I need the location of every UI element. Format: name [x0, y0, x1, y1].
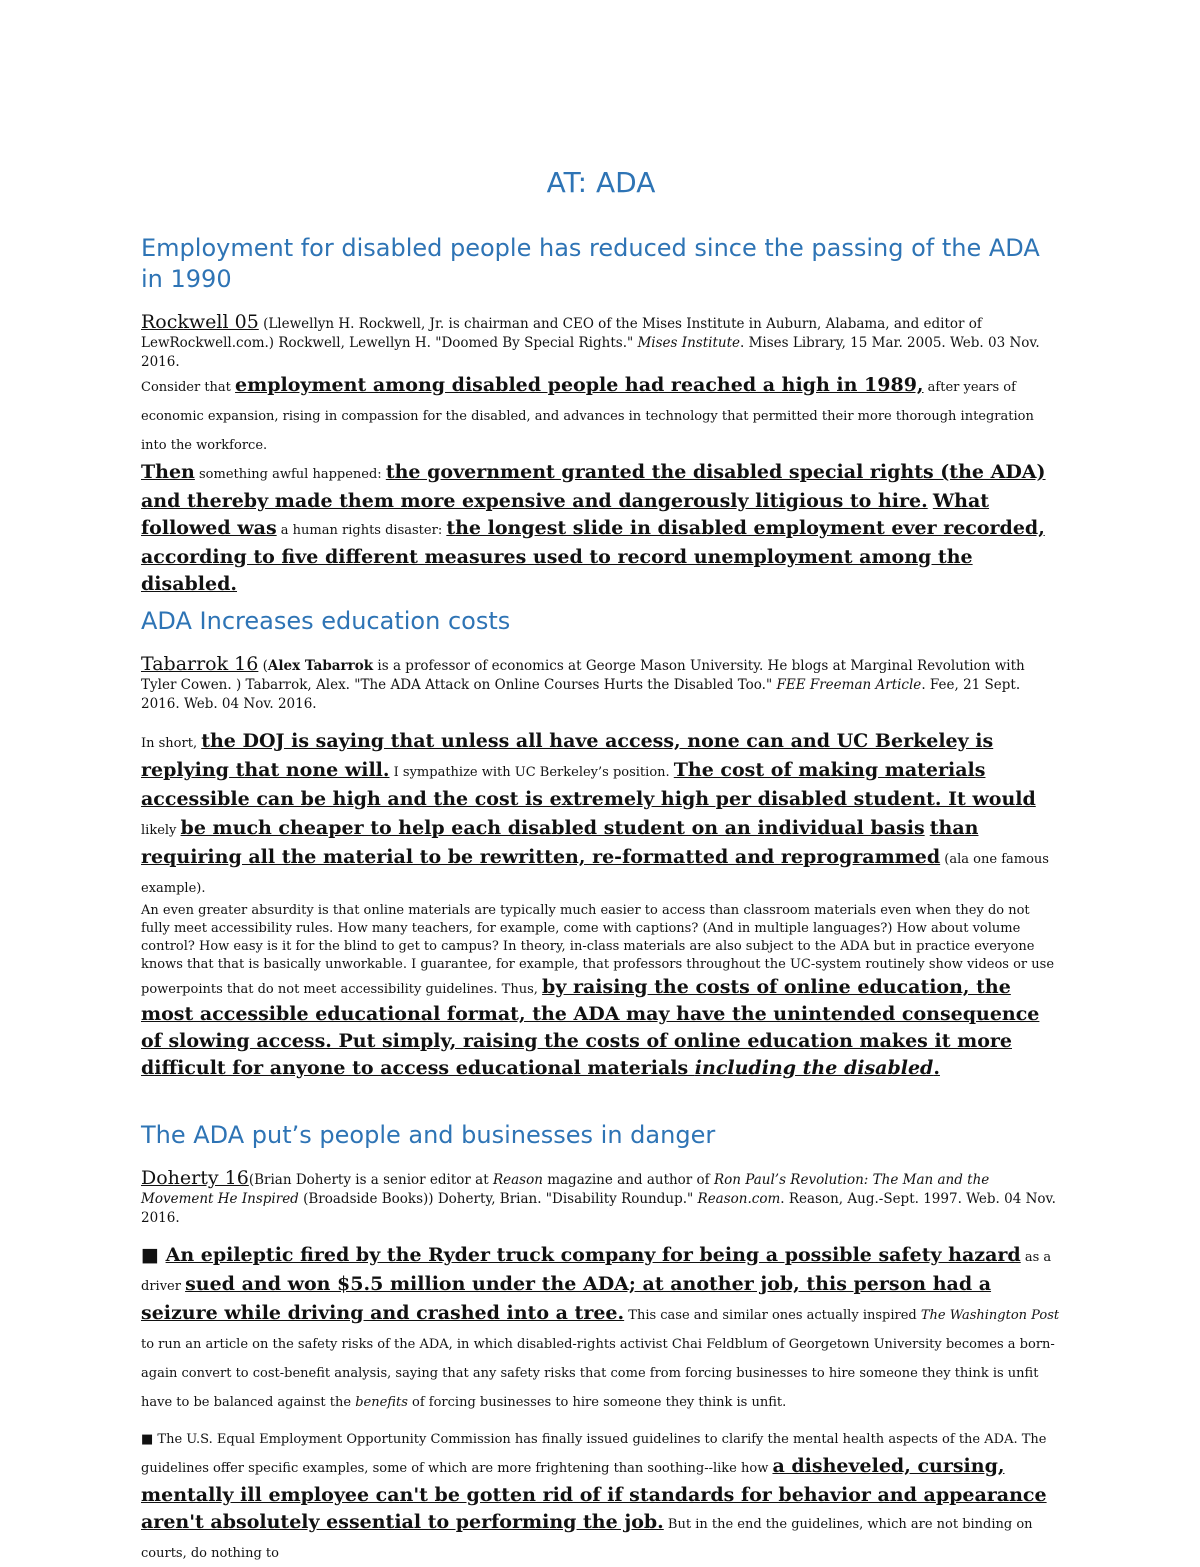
cite-name: Tabarrok 16: [141, 653, 259, 675]
document-page: [141, 160, 1061, 1567]
card-paragraph: Consider that employment among disabled people had reached a high in 1989, after years of economic expansion, rising in compassion for the disabled, and advances in technology that permitted their more thorough integration into the workforce.: [141, 374, 1034, 453]
section-heading-danger: The ADA put’s people and businesses in danger: [141, 1121, 716, 1149]
citation-doherty: Doherty 16(Brian Doherty is a senior editor at Reason magazine and author of Ron Paul’s Revolution: The Man and the Movement He Inspired (Broadside Books)) Doherty, Brian. "Disability Roundup." Reason.com. Reason, Aug.-Sept. 1997. Web. 04 Nov. 2016.: [141, 1167, 1056, 1226]
card-paragraph: An even greater absurdity is that online materials are typically much easier to access than classroom materials even when they do not fully meet accessibility rules. How many teachers, for example, come with captions? (And in multiple languages?) How about volume control? How easy is it for the blind to get to campus? In theory, in-class materials are also subject to the ADA but in practice everyone knows that that is basically unworkable. I guarantee, for example, that professors throughout the UC-system routinely show videos or use powerpoints that do not meet accessibility guidelines. Thus, by raising the costs of online education, the most accessible educational format, the ADA may have the unintended consequence of slowing access. Put simply, raising the costs of online education makes it more difficult for anyone to access educational materials including the disabled.: [141, 903, 1055, 1079]
card-paragraph: In short, the DOJ is saying that unless all have access, none can and UC Berkeley is replying that none will. I sympathize with UC Berkeley’s position. The cost of making materials accessible can be high and the cost is extremely high per disabled student. It would likely be much cheaper to help each disabled student on an individual basis than requiring all the material to be rewritten, re-formatted and reprogrammed (ala one famous example).: [141, 730, 1049, 896]
cite-name: Doherty 16: [141, 1167, 249, 1189]
citation-rockwell: Rockwell 05 (Llewellyn H. Rockwell, Jr. is chairman and CEO of the Mises Institute in Auburn, Alabama, and editor of LewRockwell.com.) Rockwell, Lewellyn H. "Doomed By Special Rights." Mises Institute. Mises Library, 15 Mar. 2005. Web. 03 Nov. 2016.: [141, 311, 1040, 370]
citation-tabarrok: Tabarrok 16 (Alex Tabarrok is a professor of economics at George Mason University. He blogs at Marginal Revolution with Tyler Cowen. ) Tabarrok, Alex. "The ADA Attack on Online Courses Hurts the Disabled Too." FEE Freeman Article. Fee, 21 Sept. 2016. Web. 04 Nov. 2016.: [141, 653, 1025, 712]
section-body-education: [141, 655, 1061, 1082]
section-heading-education: ADA Increases education costs: [141, 607, 511, 635]
section-body-danger: [141, 1169, 1061, 1567]
card-paragraph: Then something awful happened: the government granted the disabled special rights (the ADA) and thereby made them more expensive and dangerously litigious to hire. What followed was a human rights disaster: the longest slide in disabled employment ever recorded, according to five different measures used to record unemployment among the disabled.: [141, 461, 1046, 595]
card-paragraph: ■ An epileptic fired by the Ryder truck company for being a possible safety hazard as a driver sued and won $5.5 million under the ADA; at another job, this person had a seizure while driving and crashed into a tree. This case and similar ones actually inspired The Washington Post to run an article on the safety risks of the ADA, in which disabled-rights activist Chai Feldblum of Georgetown University becomes a born-again convert to cost-benefit analysis, saying that any safety risks that come from forcing businesses to hire someone they think is unfit have to be balanced against the benefits of forcing businesses to hire someone they think is unfit.: [141, 1244, 1060, 1410]
bullet-square-icon: ■: [141, 1244, 166, 1266]
document-title: AT: ADA: [546, 166, 656, 199]
section-heading-employment: Employment for disabled people has reduced since the passing of the ADA in 1990: [141, 234, 1040, 293]
card-paragraph: ■ The U.S. Equal Employment Opportunity Commission has finally issued guidelines to clarify the mental health aspects of the ADA. The guidelines offer specific examples, some of which are more frightening than soothing--like how a disheveled, cursing, mentally ill employee can't be gotten rid of if standards for behavior and appearance aren't absolutely essential to performing the job. But in the end the guidelines, which are not binding on courts, do nothing to: [141, 1432, 1047, 1561]
section-body-employment: [141, 313, 1061, 598]
cite-name: Rockwell 05: [141, 311, 259, 333]
